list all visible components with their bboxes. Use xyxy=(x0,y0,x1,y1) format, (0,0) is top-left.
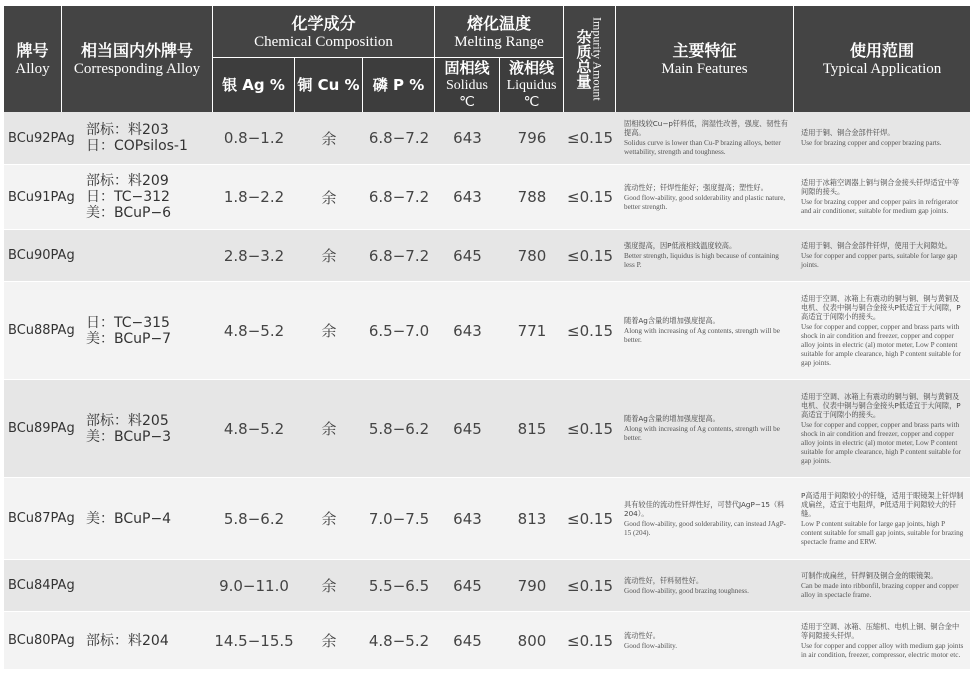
corresponding-line: 部标：料205 xyxy=(86,412,169,429)
header-application-en: Typical Application xyxy=(822,60,942,77)
features-en: Along with increasing of Ag contents, strength will be better. xyxy=(624,327,780,344)
features-en: Along with increasing of Ag contents, strength will be better. xyxy=(624,425,780,442)
impurity-cell: ≤0.15 xyxy=(567,246,613,265)
header-p xyxy=(363,58,435,112)
corresponding-cell xyxy=(86,380,216,477)
header-ag xyxy=(213,58,295,112)
impurity-cell: ≤0.15 xyxy=(567,631,613,650)
corresponding-cell xyxy=(86,165,216,229)
p-cell: 4.8−5.2 xyxy=(368,631,430,650)
features-en: Good flow-ability. xyxy=(624,641,678,650)
liquidus-cell: 790 xyxy=(517,576,547,595)
p-cell: 5.8−6.2 xyxy=(368,419,430,438)
alloy-table xyxy=(4,6,970,669)
solidus-cell: 645 xyxy=(453,246,482,265)
header-features-zh: 主要特征 xyxy=(672,40,737,60)
table-row xyxy=(4,112,970,165)
header-application-zh: 使用范围 xyxy=(849,40,914,60)
liquidus-cell: 796 xyxy=(517,129,547,147)
header-impurity-en: Impurity Amount xyxy=(590,17,605,101)
features-en: Good flow-ability, good solderability and plastic nature, better strength. xyxy=(624,193,786,211)
features-cell xyxy=(624,282,790,379)
table-row xyxy=(4,230,970,282)
header-solidus xyxy=(435,58,500,112)
features-zh: 固相线较Cu−p钎料低，润湿性改善，强度、韧性有提高。 xyxy=(624,119,788,137)
solidus-cell: 643 xyxy=(453,129,482,147)
features-zh: 随着Ag含量的增加强度提高。 xyxy=(624,316,720,325)
header-liquidus xyxy=(500,58,564,112)
solidus-cell: 643 xyxy=(453,321,482,340)
header-features xyxy=(616,6,794,112)
features-zh: 强度提高，因P低液相线温度较高。 xyxy=(624,241,737,250)
application-cell xyxy=(801,230,965,281)
corresponding-cell xyxy=(86,282,216,379)
header-alloy xyxy=(4,6,62,112)
cu-cell: 余 xyxy=(321,632,337,650)
header-chemical-zh: 化学成分 xyxy=(291,13,356,33)
application-en: Use for copper and copper, copper and brass parts with shock in air condition and freezer, copper and copper alloy joints in electric (al) motor meter, Low P content suitable for ample clearance, high P content suitable for gap joints. xyxy=(801,420,961,465)
ag-cell: 14.5−15.5 xyxy=(214,631,294,650)
cu-cell: 余 xyxy=(321,188,337,207)
features-en: Better strength, liquidus is high because of containing less P. xyxy=(624,252,779,269)
corresponding-cell xyxy=(86,112,216,164)
application-zh: 适用于冰箱空调器上铜与铜合金接头钎焊适宜中等间隙的接头。 xyxy=(801,178,960,196)
header-alloy-en: Alloy xyxy=(15,60,50,77)
ag-cell: 4.8−5.2 xyxy=(223,321,285,340)
header-corresponding-zh: 相当国内外牌号 xyxy=(80,40,193,60)
p-cell: 6.8−7.2 xyxy=(368,129,430,147)
alloy-cell: BCu80PAg xyxy=(8,633,75,648)
solidus-cell: 643 xyxy=(453,509,482,528)
alloy-cell: BCu92PAg xyxy=(8,130,75,146)
corresponding-line: 部标：料203 xyxy=(86,122,169,138)
header-solidus-en: Solidus xyxy=(445,78,488,93)
application-en: Use for brazing copper and copper pairs in refrigerator and air conditioner, suitable for medium gap joints. xyxy=(801,198,959,215)
liquidus-cell: 800 xyxy=(517,631,547,650)
application-en: Can be made into ribbonfil, brazing copper and copper alloy in spectacle frame. xyxy=(801,582,959,599)
features-zh: 随着Ag含量的增加强度提高。 xyxy=(624,414,720,423)
application-en: Use for copper and copper parts, suitable for large gap joints. xyxy=(801,252,958,269)
liquidus-cell: 780 xyxy=(517,246,547,265)
corresponding-line: 美：BCuP−3 xyxy=(86,428,172,445)
features-zh: 流动性好，钎料韧性好。 xyxy=(624,575,704,585)
alloy-cell: BCu87PAg xyxy=(8,511,75,526)
application-zh: 可制作成扁丝，钎焊铜及铜合金的眼镜架。 xyxy=(801,571,938,580)
liquidus-cell: 813 xyxy=(517,509,547,528)
corresponding-line: 美：BCuP−4 xyxy=(86,510,172,527)
corresponding-line: 美：BCuP−6 xyxy=(86,205,172,221)
header-cu xyxy=(295,58,363,112)
ag-cell: 2.8−3.2 xyxy=(223,246,285,265)
application-en: Use for copper and copper alloy with medium gap joints in air condition, freezer, compressor, electric motor etc. xyxy=(801,641,964,659)
corresponding-line: 日：TC−312 xyxy=(86,189,170,205)
application-zh: 适用于铜、铜合金部件钎焊。 xyxy=(801,128,895,137)
header-impurity xyxy=(564,6,616,112)
table-row xyxy=(4,612,970,669)
ag-cell: 0.8−1.2 xyxy=(223,129,285,147)
header-liquidus-zh: 液相线 xyxy=(508,59,554,77)
corresponding-cell xyxy=(86,230,216,281)
cu-cell: 余 xyxy=(321,247,337,265)
features-en: Solidus curve is lower than Cu-P brazing alloys, better wettability, strength and toughness. xyxy=(624,139,781,156)
impurity-cell: ≤0.15 xyxy=(567,129,613,147)
corresponding-line: 日：COPsilos-1 xyxy=(86,138,188,154)
ag-cell: 1.8−2.2 xyxy=(223,188,285,206)
application-zh: 适用于空调、冰箱上有震动的铜与铜、铜与黄铜及电机、仪表中铜与铜合金接头P低适宜于大间隙，P高适宜于间隙小的接头。 xyxy=(801,293,961,321)
application-cell xyxy=(801,478,965,559)
corresponding-line: 部标：料204 xyxy=(86,632,169,649)
application-zh: 适用于铜、铜合金部件钎焊，使用于大间隙处。 xyxy=(801,241,952,250)
table-row xyxy=(4,380,970,478)
application-zh: 适用于空调、冰箱、压缩机、电机上铜、铜合金中等间隙接头钎焊。 xyxy=(801,621,960,640)
header-chemical-en: Chemical Composition xyxy=(254,33,393,50)
header-corresponding-en: Corresponding Alloy xyxy=(73,60,201,77)
features-cell xyxy=(624,560,790,611)
cu-cell: 余 xyxy=(321,420,337,438)
features-cell xyxy=(624,112,790,164)
alloy-cell: BCu84PAg xyxy=(8,578,75,593)
alloy-cell: BCu88PAg xyxy=(8,323,75,338)
application-cell xyxy=(801,165,965,229)
features-zh: 流动性好；钎焊性能好；强度提高；塑性好。 xyxy=(624,182,768,192)
corresponding-cell xyxy=(86,612,216,669)
header-liquidus-unit: ℃ xyxy=(523,95,540,110)
alloy-cell: BCu89PAg xyxy=(8,421,75,436)
features-zh: 流动性好。 xyxy=(624,630,660,640)
impurity-cell: ≤0.15 xyxy=(567,188,613,206)
header-application xyxy=(794,6,970,112)
application-cell xyxy=(801,560,965,611)
header-corresponding xyxy=(62,6,213,112)
p-cell: 7.0−7.5 xyxy=(368,509,430,528)
liquidus-cell: 788 xyxy=(517,188,547,206)
features-en: Good flow-ability, good brazing toughness. xyxy=(624,586,749,595)
p-cell: 5.5−6.5 xyxy=(368,576,430,595)
liquidus-cell: 815 xyxy=(517,419,547,438)
application-en: Use for brazing copper and copper brazing parts. xyxy=(801,139,942,147)
features-en: Good flow-ability, good solderability, can instead JAgP-15 (204). xyxy=(624,519,786,537)
application-cell xyxy=(801,112,965,164)
p-cell: 6.5−7.0 xyxy=(368,321,430,340)
application-en: Low P content suitable for large gap joints, high P content suitable for small gap joints, suitable for brazing spectacle frame and ERW. xyxy=(801,519,964,546)
application-zh: 适用于空调、冰箱上有震动的铜与铜、铜与黄铜及电机、仪表中铜与铜合金接头P低适宜于大间隙，P高适宜于间隙小的接头。 xyxy=(801,391,961,419)
impurity-cell: ≤0.15 xyxy=(567,576,613,595)
p-cell: 6.8−7.2 xyxy=(368,246,430,265)
header-chemical xyxy=(213,6,435,58)
impurity-cell: ≤0.15 xyxy=(567,419,613,438)
ag-cell: 4.8−5.2 xyxy=(223,419,285,438)
application-cell xyxy=(801,612,965,669)
application-zh: P高适用于间隙较小的钎缝，适用于眼镜架上钎焊制成扁丝，适宜于电阻焊，P低适用于间隙较大的钎缝。 xyxy=(801,490,964,518)
liquidus-cell: 771 xyxy=(517,321,547,340)
features-zh: 具有较佳的流动性钎焊性好，可替代JAgP−15（料204）。 xyxy=(624,499,785,518)
impurity-cell: ≤0.15 xyxy=(567,509,613,528)
solidus-cell: 645 xyxy=(453,576,482,595)
features-cell xyxy=(624,612,790,669)
corresponding-line: 日：TC−315 xyxy=(86,314,170,331)
table-row xyxy=(4,282,970,380)
cu-cell: 余 xyxy=(321,510,337,528)
solidus-cell: 645 xyxy=(453,631,482,650)
corresponding-cell xyxy=(86,478,216,559)
alloy-cell: BCu91PAg xyxy=(8,189,75,205)
header-liquidus-en: Liquidus xyxy=(506,78,557,93)
corresponding-line: 美：BCuP−7 xyxy=(86,330,172,347)
cu-cell: 余 xyxy=(321,322,337,340)
header-divider xyxy=(213,57,564,58)
header-impurity-zh: 杂质总量 xyxy=(574,29,593,89)
features-cell xyxy=(624,230,790,281)
p-cell: 6.8−7.2 xyxy=(368,188,430,206)
table-row xyxy=(4,165,970,230)
header-solidus-zh: 固相线 xyxy=(444,59,490,77)
cu-cell: 余 xyxy=(321,577,337,595)
features-cell xyxy=(624,380,790,477)
solidus-cell: 643 xyxy=(453,188,482,206)
header-alloy-zh: 牌号 xyxy=(16,40,49,60)
corresponding-line: 部标：料209 xyxy=(86,173,169,189)
header-melting xyxy=(435,6,564,58)
impurity-cell: ≤0.15 xyxy=(567,321,613,340)
features-cell xyxy=(624,165,790,229)
header-ag-label: 银 Ag % xyxy=(222,76,285,94)
application-cell xyxy=(801,380,965,477)
application-cell xyxy=(801,282,965,379)
cu-cell: 余 xyxy=(321,129,337,148)
corresponding-cell xyxy=(86,560,216,611)
table-row xyxy=(4,560,970,612)
header-melting-en: Melting Range xyxy=(454,33,544,50)
header-cu-label: 铜 Cu % xyxy=(297,76,360,94)
table-row xyxy=(4,478,970,560)
header-solidus-unit: ℃ xyxy=(459,95,475,110)
alloy-cell: BCu90PAg xyxy=(8,248,75,263)
solidus-cell: 645 xyxy=(453,419,482,438)
ag-cell: 9.0−11.0 xyxy=(219,576,289,595)
header-p-label: 磷 P % xyxy=(372,76,425,94)
features-cell xyxy=(624,478,790,559)
header-features-en: Main Features xyxy=(661,60,748,77)
header-melting-zh: 熔化温度 xyxy=(466,13,531,33)
ag-cell: 5.8−6.2 xyxy=(223,509,285,528)
application-en: Use for copper and copper, copper and brass parts with shock in air condition and freezer, copper and copper alloy joints in electric (al) motor meter, Low P content suitable for ample clearance, high P content suitable for gap joints. xyxy=(801,322,961,367)
